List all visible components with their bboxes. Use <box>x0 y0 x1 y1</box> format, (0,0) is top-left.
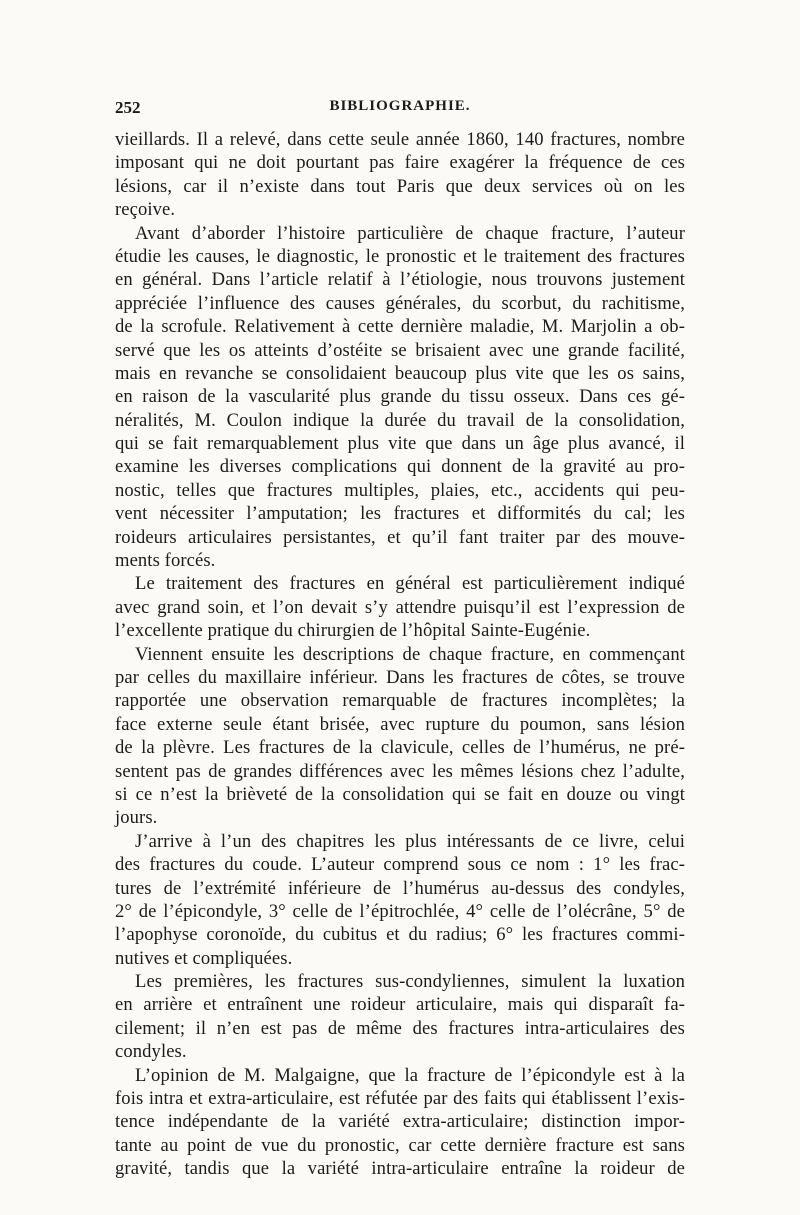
page-number: 252 <box>115 98 141 117</box>
text-line: lésions, car il n’existe dans tout Paris que deux services où on les <box>115 175 685 197</box>
text-line: l’apophyse coronoïde, du cubitus et du radius; 6° les fractures commi- <box>115 924 685 946</box>
text-line: cilement; il n’en est pas de même des fractures intra-articulaires des <box>115 1017 685 1039</box>
text-line: en raison de la vascularité plus grande du tissu osseux. Dans ces gé- <box>115 386 685 408</box>
text-line: appréciée l’influence des causes générales, du scorbut, du rachitisme, <box>115 292 685 314</box>
text-line: L’opinion de M. Malgaigne, que la fracture de l’épicondyle est à la <box>135 1064 685 1086</box>
text-line: face externe seule étant brisée, avec rupture du poumon, sans lésion <box>115 713 685 735</box>
text-line: gravité, tandis que la variété intra-articulaire entraîne la roideur de <box>115 1158 685 1180</box>
text-line: examine les diverses complications qui donnent de la gravité au pro- <box>115 456 685 478</box>
text-line: ments forcés. <box>115 550 216 572</box>
text-line: rapportée une observation remarquable de fractures incomplètes; la <box>115 690 685 712</box>
text-line: par celles du maxillaire inférieur. Dans les fractures de côtes, se trouve <box>115 666 685 688</box>
text-line: qui se fait remarquablement plus vite que dans un âge plus avancé, il <box>115 433 685 455</box>
text-line: Avant d’aborder l’histoire particulière de chaque fracture, l’auteur <box>135 222 685 244</box>
page-header <box>115 98 685 124</box>
text-line: mais en revanche se consolidaient beaucoup plus vite que les os sains, <box>115 362 685 384</box>
text-line: nostic, telles que fractures multiples, plaies, etc., accidents qui peu- <box>115 479 685 501</box>
text-line: nutives et compliquées. <box>115 947 293 969</box>
text-line: Le traitement des fractures en général est particulièrement indiqué <box>135 573 685 595</box>
text-line: servé que les os atteints d’ostéite se brisaient avec une grande facilité, <box>115 339 685 361</box>
text-line: vieillards. Il a relevé, dans cette seule année 1860, 140 fractures, nombre <box>115 129 685 150</box>
text-line: tante au point de vue du pronostic, car cette dernière fracture est sans <box>115 1134 685 1156</box>
text-line: des fractures du coude. L’auteur comprend sous ce nom : 1° les frac- <box>115 854 685 876</box>
text-line: fois intra et extra-articulaire, est réfutée par des faits qui établissent l’exis- <box>115 1088 685 1110</box>
text-line: avec grand soin, et l’on devait s’y attendre puisqu’il est l’expression de <box>115 596 685 618</box>
text-line: jours. <box>115 807 158 829</box>
text-line: si ce n’est la brièveté de la consolidation qui se fait en douze ou vingt <box>115 783 685 805</box>
text-line: roideurs articulaires persistantes, et qu’il fant traiter par des mouve- <box>115 526 685 548</box>
text-line: condyles. <box>115 1041 187 1063</box>
text-line: étudie les causes, le diagnostic, le pronostic et le traitement des fractures <box>115 245 685 267</box>
text-line: 2° de l’épicondyle, 3° celle de l’épitrochlée, 4° celle de l’olécrâne, 5° de <box>115 900 685 922</box>
text-line: tence indépendante de la variété extra-articulaire; distinction impor- <box>115 1111 685 1133</box>
text-line: de la plèvre. Les fractures de la clavicule, celles de l’humérus, ne pré- <box>115 737 685 759</box>
text-line: tures de l’extrémité inférieure de l’humérus au-dessus des condyles, <box>115 877 685 899</box>
text-line: Viennent ensuite les descriptions de chaque fracture, en commençant <box>135 643 685 665</box>
text-line: vent nécessiter l’amputation; les fractures et difformités du cal; les <box>115 503 685 525</box>
body-text <box>115 128 685 1181</box>
text-line: imposant qui ne doit pourtant pas faire exagérer la fréquence de ces <box>115 152 685 174</box>
text-line: en général. Dans l’article relatif à l’étiologie, nous trouvons justement <box>115 269 685 291</box>
running-head: BIBLIOGRAPHIE. <box>329 98 471 114</box>
text-line: J’arrive à l’un des chapitres les plus intéressants de ce livre, celui <box>135 830 685 852</box>
text-line: en arrière et entraînent une roideur articulaire, mais qui disparaît fa- <box>115 994 685 1016</box>
text-line: sentent pas de grandes différences avec les mêmes lésions chez l’adulte, <box>115 760 685 782</box>
text-line: de la scrofule. Relativement à cette dernière maladie, M. Marjolin a ob- <box>115 316 685 338</box>
text-line: Les premières, les fractures sus-condyliennes, simulent la luxation <box>135 971 685 993</box>
text-line: néralités, M. Coulon indique la durée du travail de la consolidation, <box>115 409 685 431</box>
text-line: l’excellente pratique du chirurgien de l’hôpital Sainte-Eugénie. <box>115 620 591 642</box>
text-line: reçoive. <box>115 199 176 221</box>
